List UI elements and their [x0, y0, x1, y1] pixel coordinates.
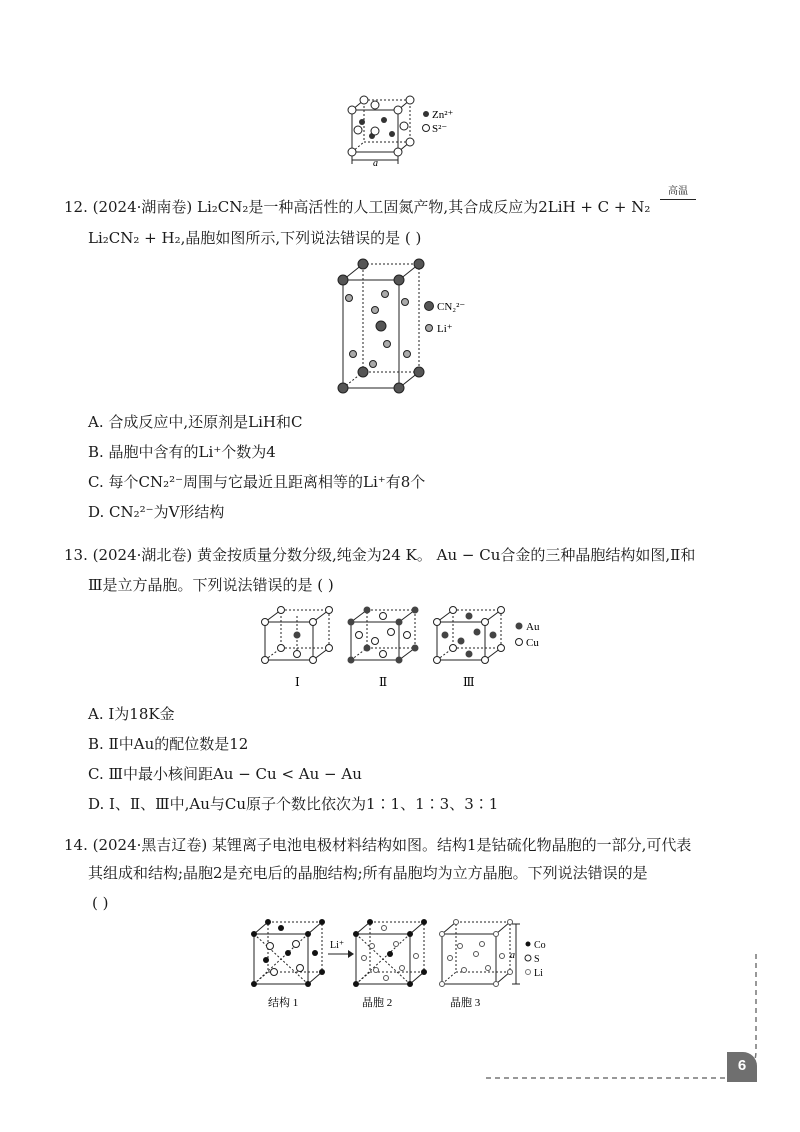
q12-condition-bar [660, 199, 696, 200]
q12-condition [660, 186, 696, 200]
q12-condition-text: 高温 [668, 186, 688, 197]
legend-co: Co [534, 940, 546, 951]
au-cu-cells-figure [255, 602, 555, 692]
q13-option-a[interactable]: A. Ⅰ为18K金 [88, 705, 175, 723]
legend-li2: Li [534, 968, 543, 979]
caption-cell-3b: 晶胞 3 [450, 997, 481, 1009]
legend-s2: S [534, 954, 540, 965]
legend-li: Li⁺ [437, 323, 453, 335]
zns-cell-figure [340, 92, 470, 168]
q14-line3: ( ) [92, 894, 109, 912]
q13-line2: Ⅲ是立方晶胞。下列说法错误的是 ( ) [88, 576, 334, 594]
caption-cell-2: Ⅱ [379, 675, 388, 689]
q13-option-b[interactable]: B. Ⅱ中Au的配位数是12 [88, 735, 249, 753]
li2cn2-cell-figure [335, 258, 485, 400]
legend-s: S²⁻ [432, 123, 448, 135]
q12-line2: Li₂CN₂ + H₂,晶胞如图所示,下列说法错误的是 ( ) [88, 229, 422, 247]
legend-zn: Zn²⁺ [432, 109, 454, 121]
caption-cell-3: Ⅲ [463, 675, 475, 689]
arrow-label-li: Li⁺ [330, 940, 345, 951]
dimension-a-2: a [510, 950, 515, 961]
q14-line2: 其组成和结构;晶胞2是充电后的晶胞结构;所有晶胞均为立方晶胞。下列说法错误的是 [88, 864, 648, 882]
legend-cu: Cu [526, 637, 539, 649]
q12-option-a[interactable]: A. 合成反应中,还原剂是LiH和C [88, 413, 303, 431]
legend-cn2: CN₂²⁻ [437, 301, 466, 313]
caption-cell-1: Ⅰ [295, 675, 300, 689]
legend-au: Au [526, 621, 540, 633]
q12-option-d[interactable]: D. CN₂²⁻为V形结构 [88, 503, 225, 521]
q13-option-c[interactable]: C. Ⅲ中最小核间距Au − Cu < Au − Au [88, 765, 362, 783]
q14-line1: 14. (2024·黑吉辽卷) 某锂离子电池电极材料结构如图。结构1是钴硫化物晶胞的一部分,可代表 [64, 836, 692, 854]
caption-cell-2b: 晶胞 2 [362, 997, 393, 1009]
q12-option-c[interactable]: C. 每个CN₂²⁻周围与它最近且距离相等的Li⁺有8个 [88, 473, 426, 491]
q12-option-b[interactable]: B. 晶胞中含有的Li⁺个数为4 [88, 443, 276, 461]
caption-structure-1: 结构 1 [268, 997, 299, 1009]
dimension-a: a [373, 158, 378, 168]
q13-option-d[interactable]: D. Ⅰ、Ⅱ、Ⅲ中,Au与Cu原子个数比依次为1∶1、1∶3、3∶1 [88, 795, 499, 813]
q13-line1: 13. (2024·湖北卷) 黄金按质量分数分级,纯金为24 K。 Au − Cu合金的三种晶胞结构如图,Ⅱ和 [64, 546, 696, 564]
q12-line1: 12. (2024·湖南卷) Li₂CN₂是一种高活性的人工固氮产物,其合成反应为2LiH + C + N₂ [64, 198, 651, 216]
page-number: 6 [727, 1052, 757, 1082]
